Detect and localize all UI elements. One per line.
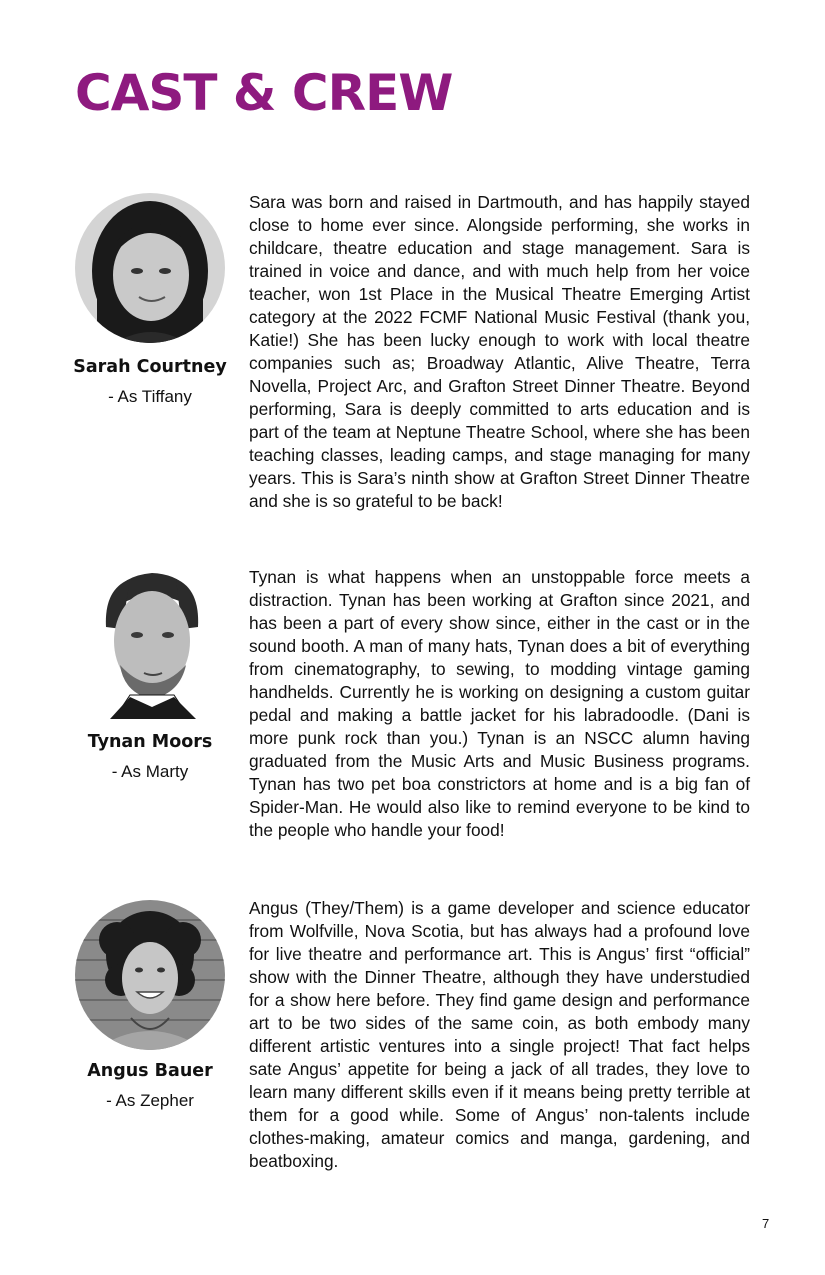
cast-role: - As Zepher xyxy=(106,1091,194,1110)
cast-role: - As Marty xyxy=(111,762,189,781)
cast-name: Tynan Moors xyxy=(87,732,213,752)
cast-name: Sarah Courtney xyxy=(73,357,227,377)
cast-bio: Tynan is what happens when an unstoppable force meets a distraction. Tynan has been working at Grafton since 2021, and has been a part of every show since, either in the cast or in the sound booth. A man of many hats, Tynan does a bit of everything from cinematography, to sewing, to modding vintage gaming handhelds. Currently he is working on designing a custom guitar pedal and making a battle jacket for his labradoodle. (Dani is more punk rock than you.) Tynan is an NSCC alumn having graduated from the Music Arts and Music Business programs. Tynan has two pet boa constrictors at home and is a big fan of Spider-Man. He would also like to remind everyone to be kind to the people who handle your food! xyxy=(249,567,750,840)
page-number: 7 xyxy=(762,1216,770,1231)
cast-name: Angus Bauer xyxy=(87,1061,213,1081)
portrait-photo-icon xyxy=(75,900,225,1050)
portrait-photo-icon xyxy=(100,569,204,719)
portrait-photo-icon xyxy=(75,193,225,343)
cast-role: - As Tiffany xyxy=(108,387,192,406)
cast-bio: Angus (They/Them) is a game developer and science educator from Wolfville, Nova Scotia, but has always had a profound love for live theatre and performance art. This is Angus’ first “official” show with the Dinner Theatre, although they have understudied for a show here before. They find game design and performance art to be two sides of the same coin, as both embody many different artistic ventures into a single project! That fact helps sate Angus’ appetite for being a jack of all trades, they love to learn many different skills even if it means being pretty terrible at them for a good while. Some of Angus’ non-talents include clothes-making, amateur comics and manga, gardening, and beatboxing. xyxy=(249,898,750,1171)
cast-bio: Sara was born and raised in Dartmouth, and has happily stayed close to home ever since. Alongside performing, she works in childcare, theatre education and stage management. Sara is trained in voice and dance, and with much help from her voice teacher, won 1st Place in the Musical Theatre Emerging Artist category at the 2022 FCMF National Music Festival (thank you, Katie!) She has been lucky enough to work with local theatre companies such as; Broadway Atlantic, Alive Theatre, Terra Novella, Project Arc, and Grafton Street Dinner Theatre. Beyond performing, Sara is deeply committed to arts education and is part of the team at Neptune Theatre School, where she has been teaching classes, leading camps, and stage managing for many years. This is Sara’s ninth show at Grafton Street Dinner Theatre and she is so grateful to be back! xyxy=(249,192,750,511)
page-title: CAST & CREW xyxy=(75,64,453,122)
